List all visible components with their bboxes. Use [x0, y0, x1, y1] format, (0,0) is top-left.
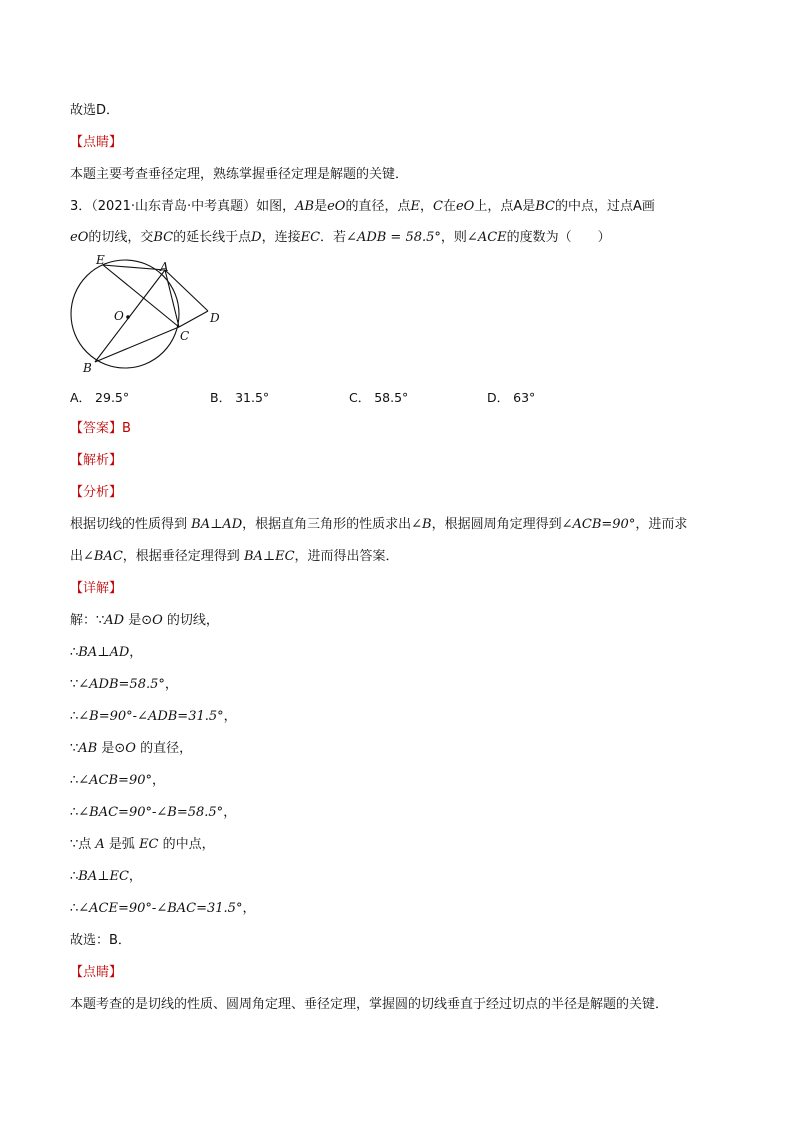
- segment-cd: [179, 311, 208, 327]
- an-math: ∠ACB=90°: [561, 517, 636, 532]
- an-math: ∠B: [411, 517, 432, 532]
- label-e: E: [96, 254, 105, 267]
- detail-step-3: ∵∠ADB=58.5°，: [70, 677, 178, 692]
- q-text: 上，点A是: [474, 199, 536, 214]
- q-text: 在: [442, 199, 456, 214]
- detail-step-5: ∵AB 是⊙O 的直径，: [70, 741, 193, 756]
- q-math: EC: [300, 230, 321, 245]
- q-math: C: [432, 199, 443, 214]
- prev-comment-text: 本题主要考查垂径定理，熟练掌握垂径定理是解题的关键．: [70, 167, 409, 182]
- analysis-label: 【解析】: [70, 453, 123, 468]
- prev-comment-label: 【点睛】: [70, 135, 123, 150]
- analysis-line-1: [70, 516, 687, 534]
- q-math: eO: [70, 230, 89, 245]
- an-text: ，根据直角三角形的性质求出: [242, 517, 412, 532]
- label-c: C: [180, 329, 190, 343]
- detail-label: 【详解】: [70, 581, 123, 596]
- question-line-1: [70, 198, 655, 216]
- q-math: BC: [153, 230, 174, 245]
- choice-a: A． 29.5°: [70, 390, 130, 405]
- q-text: 的直径，点: [345, 199, 411, 214]
- choice-d: D． 63°: [487, 390, 536, 405]
- detail-comment-text: 本题考查的是切线的性质、圆周角定理、垂径定理，掌握圆的切线垂直于经过切点的半径是解题的关键．: [70, 997, 669, 1012]
- geometry-figure: [62, 254, 232, 379]
- q-text: ，连接: [261, 230, 301, 245]
- q-text: 的中点，过点A画: [554, 199, 655, 214]
- detail-step-2: ∴BA⊥AD，: [70, 645, 143, 660]
- q-math: eO: [327, 199, 346, 214]
- an-math: BA⊥EC: [243, 549, 295, 564]
- q-math: ∠ADB = 58.5°: [346, 230, 441, 245]
- q-arc-math: BC: [535, 199, 555, 214]
- label-o: O: [114, 309, 124, 323]
- detail-step-1: 解：∵AD 是⊙O 的切线，: [70, 613, 219, 628]
- analysis-line-2: [70, 548, 399, 566]
- an-text: ，进而得出答案．: [294, 549, 399, 564]
- detail-conclusion: 故选：B．: [70, 933, 131, 948]
- answer-value: B: [122, 421, 131, 436]
- q-text: 的切线，交: [88, 230, 154, 245]
- q-text: 3．（2021·山东青岛·中考真题）如图，: [70, 199, 296, 214]
- q-text: ，则: [440, 230, 467, 245]
- question-line-2: [70, 229, 611, 247]
- segment-ad: [165, 270, 208, 311]
- an-text: ，根据圆周角定理得到: [431, 517, 562, 532]
- segment-ea: [103, 265, 165, 270]
- detail-step-4: ∴∠B=90°-∠ADB=31.5°，: [70, 709, 237, 724]
- center-dot: [126, 315, 130, 319]
- analysis-sub-label: 【分析】: [70, 485, 123, 500]
- detail-step-10: ∴∠ACE=90°-∠BAC=31.5°，: [70, 901, 256, 916]
- segment-bc: [95, 327, 179, 362]
- an-math: ∠BAC: [83, 549, 123, 564]
- q-text: ，: [419, 199, 433, 214]
- detail-comment-label: 【点睛】: [70, 965, 123, 980]
- q-text: 的延长线于点: [173, 230, 252, 245]
- an-text: ，根据垂径定理得到: [122, 549, 244, 564]
- choice-b: B． 31.5°: [210, 390, 270, 405]
- detail-step-9: ∴BA⊥EC，: [70, 869, 142, 884]
- choice-c: C． 58.5°: [349, 390, 409, 405]
- label-a: A: [160, 260, 169, 274]
- segment-ab: [95, 270, 165, 362]
- an-math: BA⊥AD: [191, 517, 243, 532]
- label-d: D: [210, 311, 220, 325]
- an-text: ，进而求: [635, 517, 688, 532]
- q-math: E: [410, 199, 420, 214]
- an-text: 出: [70, 549, 84, 564]
- prev-conclusion: 故选D．: [70, 103, 120, 118]
- q-text: ．若: [320, 230, 347, 245]
- q-math: AB: [295, 199, 315, 214]
- q-text: 的度数为（ ）: [506, 230, 611, 245]
- detail-step-7: ∴∠BAC=90°-∠B=58.5°，: [70, 805, 237, 820]
- detail-step-6: ∴∠ACB=90°，: [70, 773, 166, 788]
- q-text: 是: [314, 199, 328, 214]
- detail-step-8: ∵点 A 是弧 EC 的中点，: [70, 837, 215, 852]
- answer-label: 【答案】: [70, 421, 123, 436]
- q-math: eO: [455, 199, 475, 214]
- label-b: B: [83, 361, 92, 375]
- q-math: D: [251, 230, 262, 245]
- q-math: ∠ACE: [466, 230, 507, 245]
- answer: [70, 420, 131, 438]
- an-text: 根据切线的性质得到: [70, 517, 192, 532]
